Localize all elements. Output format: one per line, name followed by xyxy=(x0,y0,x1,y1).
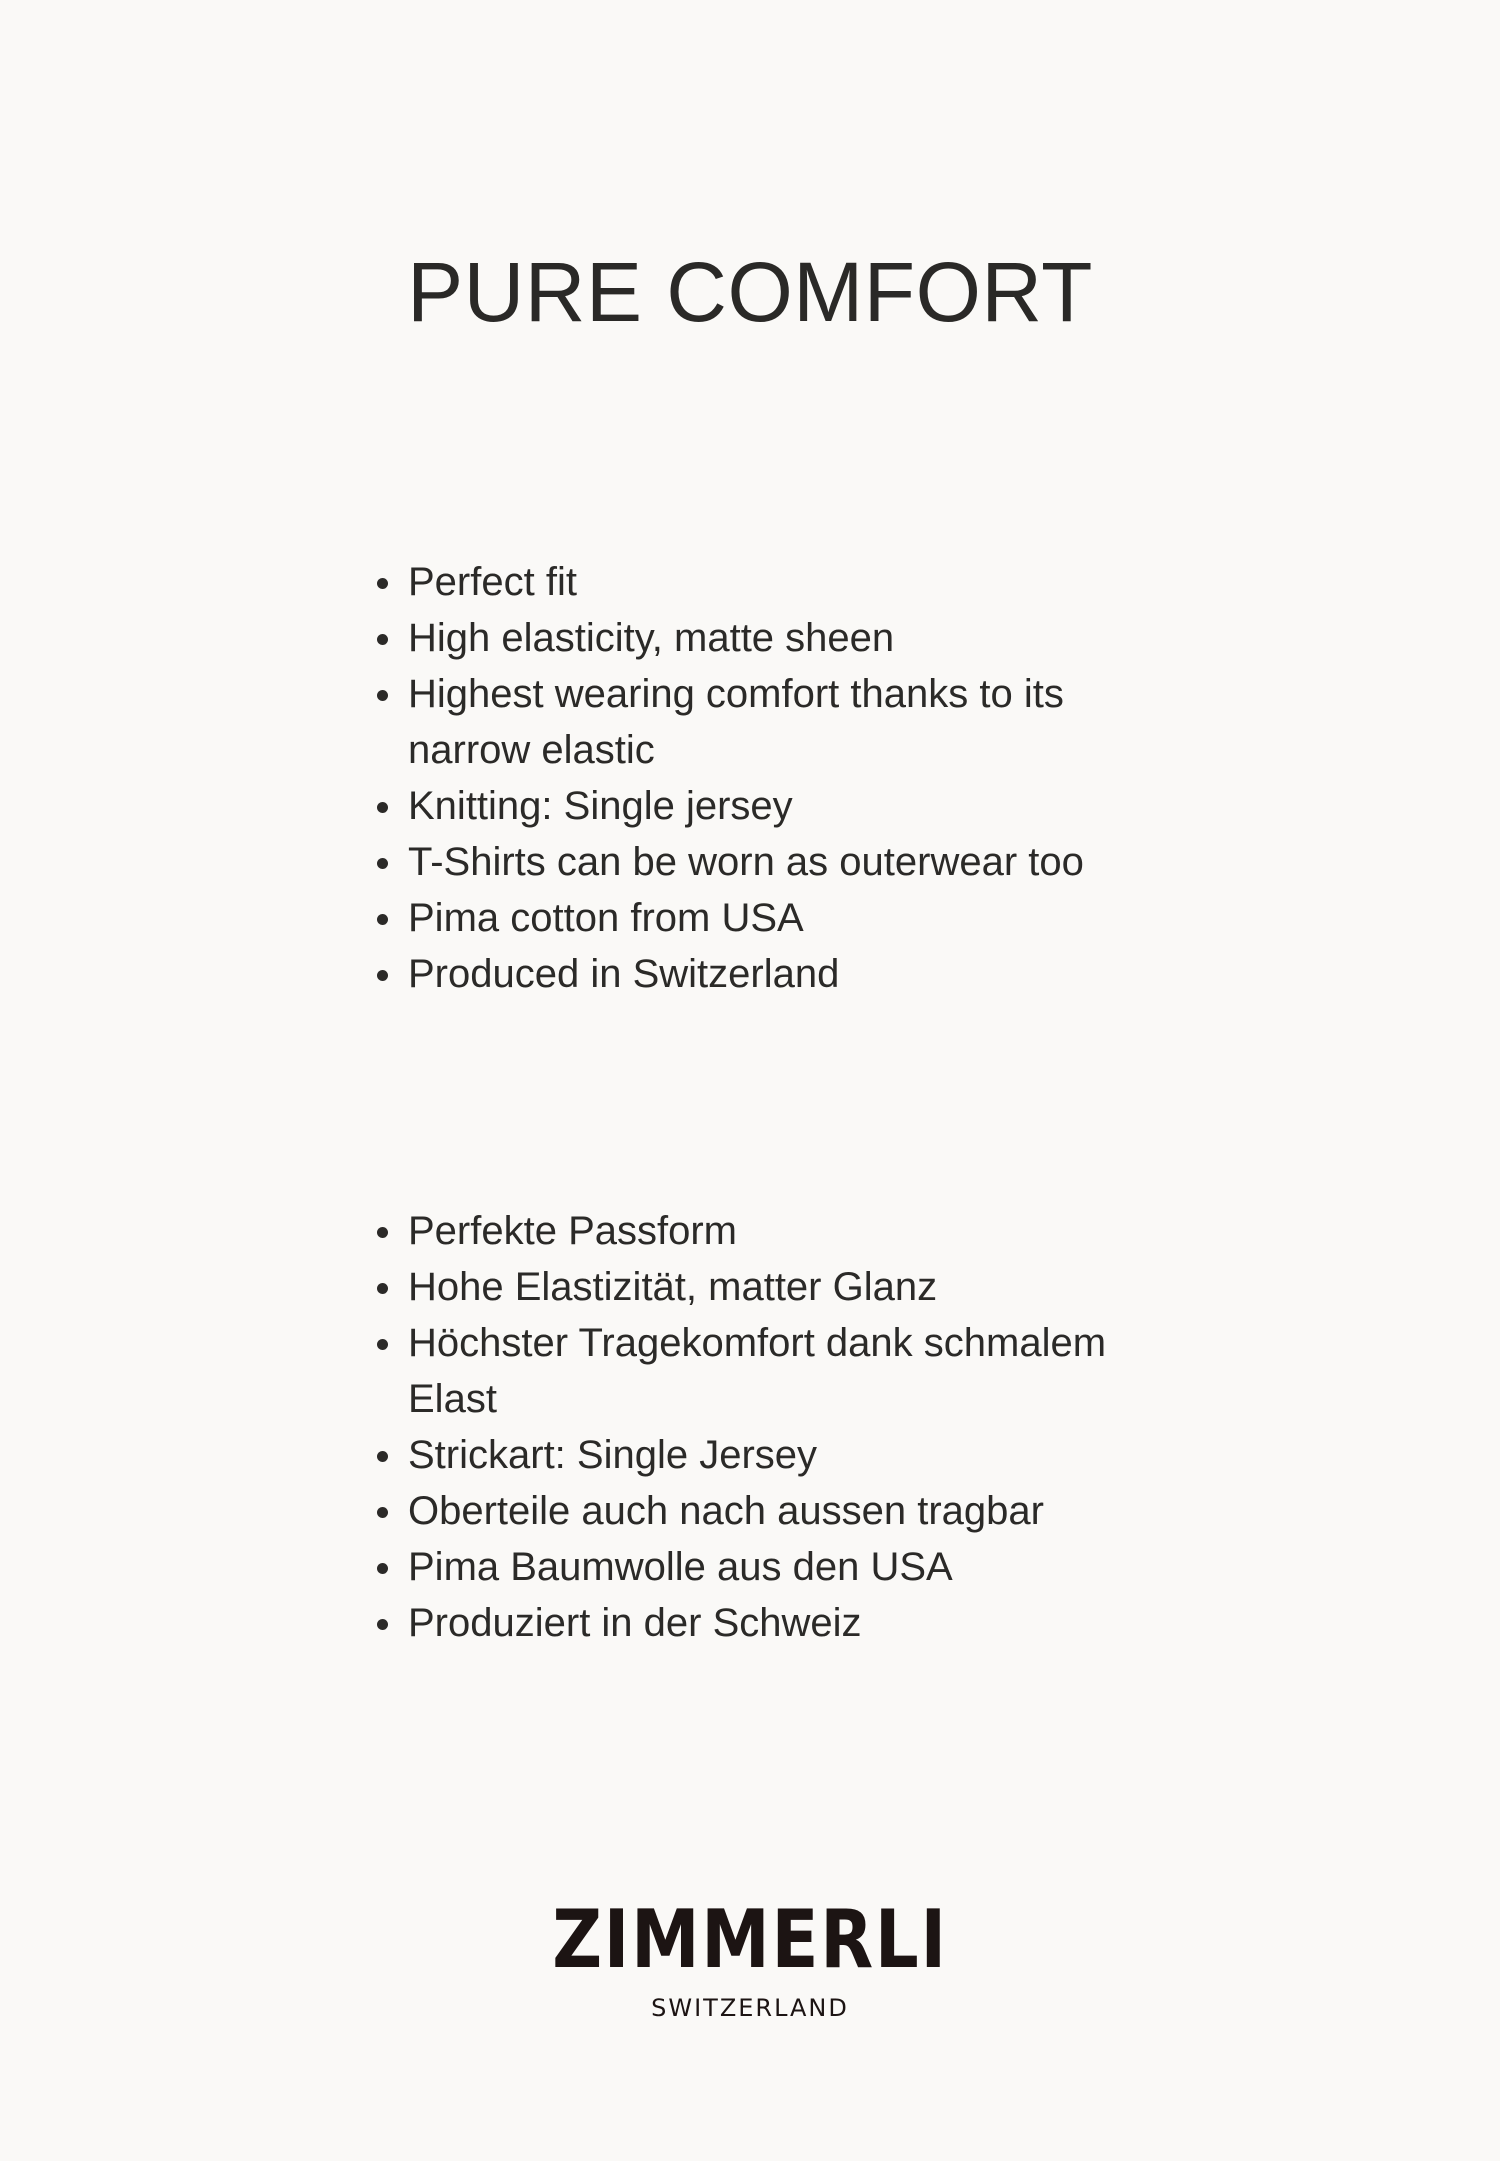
bullet-dot-icon xyxy=(377,690,388,701)
list-item xyxy=(364,1427,1164,1483)
list-item-text: Pima cotton from USA xyxy=(408,896,804,940)
list-item-text: T-Shirts can be worn as outerwear too xyxy=(408,840,1084,884)
brand-logo xyxy=(0,1893,1500,2022)
list-item xyxy=(364,610,1164,666)
page-title: PURE COMFORT xyxy=(407,245,1093,339)
list-item-text: Oberteile auch nach aussen tragbar xyxy=(408,1489,1044,1533)
bullet-dot-icon xyxy=(377,1619,388,1630)
bullet-dot-icon xyxy=(377,858,388,869)
brand-name: ZIMMERLI xyxy=(552,1893,948,1986)
feature-list-german xyxy=(364,1203,1164,1651)
bullet-dot-icon xyxy=(377,970,388,981)
bullet-dot-icon xyxy=(377,578,388,589)
list-item-text: Highest wearing comfort thanks to its narrow elastic xyxy=(408,672,1064,772)
bullet-dot-icon xyxy=(377,1227,388,1238)
list-item-text: Höchster Tragekomfort dank schmalem Elast xyxy=(408,1321,1107,1421)
list-item xyxy=(364,778,1164,834)
bullet-dot-icon xyxy=(377,1563,388,1574)
list-item xyxy=(364,834,1164,890)
list-item xyxy=(364,1259,1164,1315)
bullet-dot-icon xyxy=(377,1339,388,1350)
bullet-dot-icon xyxy=(377,1451,388,1462)
list-item-text: Knitting: Single jersey xyxy=(408,784,793,828)
list-item-text: High elasticity, matte sheen xyxy=(408,616,895,660)
list-item-text: Produziert in der Schweiz xyxy=(408,1601,862,1645)
list-item xyxy=(364,1595,1164,1651)
list-item xyxy=(364,1315,1164,1427)
list-item-text: Perfekte Passform xyxy=(408,1209,738,1253)
list-item xyxy=(364,666,1164,778)
bullet-dot-icon xyxy=(377,634,388,645)
list-item-text: Hohe Elastizität, matter Glanz xyxy=(408,1265,938,1309)
list-item xyxy=(364,1483,1164,1539)
feature-list-english xyxy=(364,554,1164,1002)
brand-tagline: SWITZERLAND xyxy=(651,1994,849,2022)
list-item xyxy=(364,1203,1164,1259)
list-item xyxy=(364,1539,1164,1595)
bullet-dot-icon xyxy=(377,914,388,925)
list-item xyxy=(364,554,1164,610)
list-item-text: Strickart: Single Jersey xyxy=(408,1433,818,1477)
list-item-text: Perfect fit xyxy=(408,560,577,604)
list-item-text: Produced in Switzerland xyxy=(408,952,840,996)
list-item xyxy=(364,890,1164,946)
bullet-dot-icon xyxy=(377,1507,388,1518)
list-item xyxy=(364,946,1164,1002)
bullet-dot-icon xyxy=(377,802,388,813)
list-item-text: Pima Baumwolle aus den USA xyxy=(408,1545,953,1589)
bullet-dot-icon xyxy=(377,1283,388,1294)
